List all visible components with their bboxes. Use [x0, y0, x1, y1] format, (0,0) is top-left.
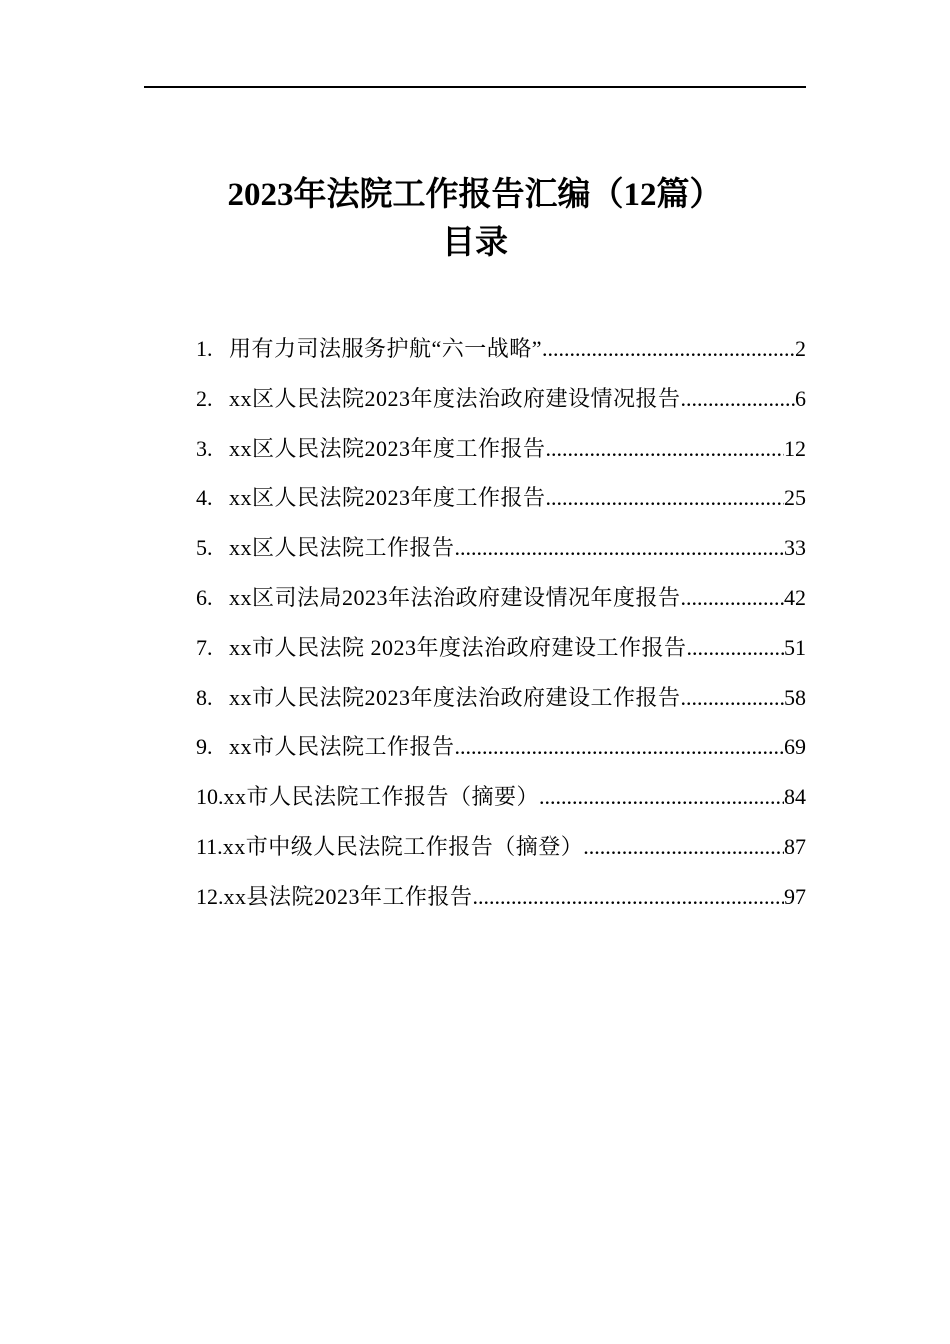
toc-entry-title: 用有力司法服务护航“六一战略”: [229, 336, 543, 361]
toc-entry-title: xx市中级人民法院工作报告（摘登）: [222, 833, 584, 859]
toc-dot-leader: [455, 722, 784, 772]
toc-entry[interactable]: [196, 623, 806, 673]
toc-entry[interactable]: [196, 473, 806, 523]
toc-entry-page: 2: [795, 336, 806, 361]
toc-dot-leader: [546, 424, 784, 474]
toc-entry[interactable]: [196, 772, 806, 822]
toc-entry-page: 42: [784, 584, 806, 610]
toc-entry-number: 5.: [196, 535, 213, 561]
table-of-contents: [196, 324, 806, 922]
toc-entry-title: xx市人民法院工作报告（摘要）: [223, 784, 540, 810]
toc-entry[interactable]: [196, 872, 806, 922]
toc-entry-title: xx市人民法院 2023年度法治政府建设工作报告: [229, 634, 687, 660]
toc-entry[interactable]: [196, 573, 806, 623]
toc-entry-number: 7.: [196, 634, 213, 660]
toc-dot-leader: [546, 473, 784, 523]
toc-entry-number: 2.: [196, 385, 213, 411]
toc-entry-page: 6: [795, 385, 806, 411]
toc-dot-leader: [681, 573, 784, 623]
toc-entry-title: xx县法院2023年工作报告: [223, 883, 473, 909]
toc-entry-title: xx区人民法院2023年度法治政府建设情况报告: [229, 385, 681, 411]
toc-entry-page: 25: [784, 485, 806, 511]
toc-dot-leader: [681, 673, 784, 723]
toc-entry-page: 51: [784, 634, 806, 660]
toc-entry-page: 69: [784, 734, 806, 760]
toc-entry-title: xx区人民法院2023年度工作报告: [229, 485, 546, 511]
toc-entry[interactable]: [196, 324, 806, 374]
toc-entry-number: 6.: [196, 584, 213, 610]
toc-dot-leader: [542, 324, 795, 374]
toc-dot-leader: [539, 772, 784, 822]
toc-entry-title: xx区司法局2023年法治政府建设情况年度报告: [229, 584, 681, 610]
toc-entry-number: 4.: [196, 485, 213, 511]
toc-entry-title: xx市人民法院2023年度法治政府建设工作报告: [229, 684, 681, 710]
toc-entry[interactable]: [196, 523, 806, 573]
toc-entry[interactable]: [196, 424, 806, 474]
header-rule: [144, 86, 806, 88]
toc-dot-leader: [473, 872, 784, 922]
toc-dot-leader: [455, 523, 784, 573]
toc-entry-page: 84: [784, 784, 806, 810]
toc-entry[interactable]: [196, 822, 806, 872]
toc-dot-leader: [681, 374, 795, 424]
toc-heading: 目录: [442, 225, 508, 261]
toc-entry-number: 9.: [196, 734, 213, 760]
toc-entry-page: 58: [784, 684, 806, 710]
toc-entry-page: 87: [784, 833, 806, 859]
toc-entry-page: 33: [784, 535, 806, 561]
toc-entry-page: 12: [784, 435, 806, 461]
toc-entry-number: 12.: [196, 883, 224, 909]
toc-entry-number: 8.: [196, 684, 213, 710]
toc-entry-page: 97: [784, 883, 806, 909]
toc-entry[interactable]: [196, 374, 806, 424]
toc-entry-title: xx区人民法院工作报告: [229, 535, 455, 561]
toc-entry-number: 1.: [196, 336, 213, 361]
document-title: 2023年法院工作报告汇编（12篇）: [227, 177, 723, 213]
toc-entry-number: 11.: [196, 833, 223, 859]
toc-entry[interactable]: [196, 673, 806, 723]
toc-dot-leader: [687, 623, 784, 673]
toc-entry-number: 3.: [196, 435, 213, 461]
toc-entry-number: 10.: [196, 784, 224, 810]
toc-entry-title: xx区人民法院2023年度工作报告: [229, 435, 546, 461]
toc-entry-title: xx市人民法院工作报告: [229, 734, 455, 760]
title-block: [0, 170, 950, 266]
toc-dot-leader: [583, 822, 784, 872]
toc-entry[interactable]: [196, 722, 806, 772]
